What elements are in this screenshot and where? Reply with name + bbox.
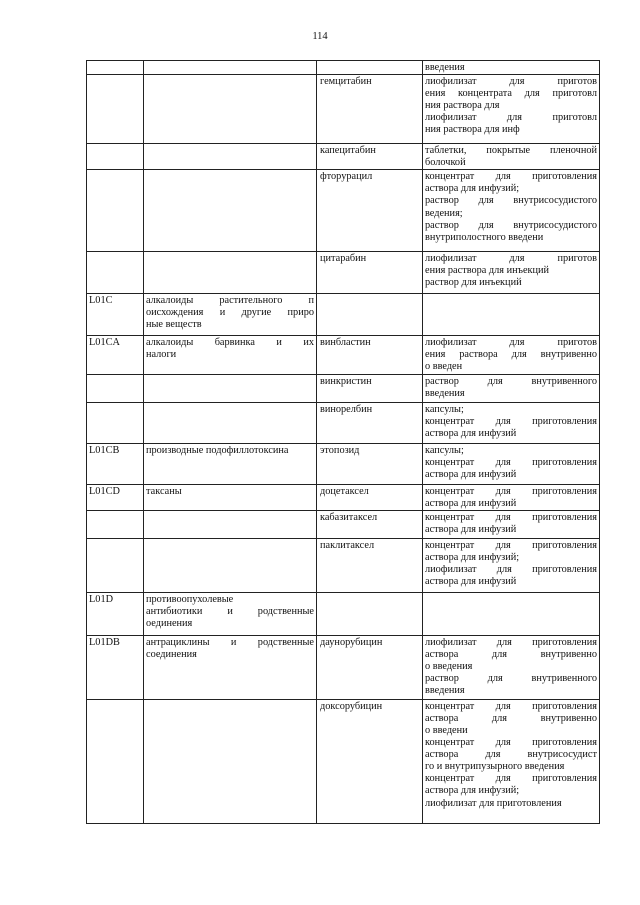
- drug-name-cell: доцетаксел: [317, 484, 423, 510]
- atc-code-cell: [87, 374, 144, 402]
- dosage-forms-cell: [423, 635, 600, 699]
- dosage-form-line: лиофилизат для приготовления: [425, 636, 597, 648]
- pharmacological-group-cell: [144, 336, 317, 374]
- table-row: [87, 144, 600, 170]
- group-line: антрациклины и родственные: [146, 636, 314, 648]
- dosage-form-line: капсулы;: [425, 403, 464, 415]
- table-row: [87, 592, 600, 635]
- dosage-form-line: ния раствора для инф: [425, 124, 520, 136]
- page-number: 114: [312, 31, 328, 42]
- table-row: [87, 538, 600, 592]
- dosage-form-line: концентрат для приготовления: [425, 700, 597, 712]
- dosage-form-line: ения раствора для внутривенно: [425, 349, 597, 361]
- pharmacological-group-cell: [144, 294, 317, 336]
- pharmacological-group-cell: [144, 252, 317, 294]
- table-row: [87, 374, 600, 402]
- pharmacological-group-cell: [144, 402, 317, 443]
- group-line: алкалоиды барвинка и их: [146, 337, 314, 349]
- dosage-form-line: концентрат для приготовления: [425, 773, 597, 785]
- atc-code-cell: [87, 75, 144, 144]
- dosage-forms-cell: [423, 402, 600, 443]
- dosage-form-line: лиофилизат для приготов: [425, 337, 597, 349]
- dosage-form-line: лиофилизат для приготов: [425, 253, 597, 265]
- drug-name-cell: [317, 61, 423, 75]
- table-row: [87, 484, 600, 510]
- dosage-form-line: концентрат для приготовления: [425, 171, 597, 183]
- dosage-form-line: го и внутрипузырного введения: [425, 761, 565, 773]
- dosage-form-line: лиофилизат для приготов: [425, 76, 597, 88]
- dosage-form-line: раствор для внутривенного: [425, 673, 597, 685]
- atc-code-cell: [87, 510, 144, 538]
- dosage-form-line: введения: [425, 387, 465, 399]
- table-row: [87, 336, 600, 374]
- atc-code-cell: [87, 699, 144, 823]
- drug-name-cell: фторурацил: [317, 170, 423, 252]
- dosage-form-line: введения: [425, 685, 465, 697]
- atc-code-cell: L01CB: [87, 443, 144, 484]
- atc-code-cell: L01C: [87, 294, 144, 336]
- dosage-forms-cell: [423, 294, 600, 336]
- pharmacological-group-cell: [144, 144, 317, 170]
- dosage-form-line: аствора для внутрисосудист: [425, 749, 597, 761]
- dosage-form-line: аствора для инфузий: [425, 576, 517, 588]
- pharmacological-group-cell: [144, 170, 317, 252]
- group-line: налоги: [146, 349, 177, 361]
- dosage-form-line: аствора для инфузий;: [425, 183, 520, 195]
- pharmacological-group-cell: [144, 538, 317, 592]
- drug-name-cell: кабазитаксел: [317, 510, 423, 538]
- pharmacological-group-cell: производные подофиллотоксина: [144, 443, 317, 484]
- pharmacological-group-cell: [144, 374, 317, 402]
- drug-name-cell: капецитабин: [317, 144, 423, 170]
- table-row: [87, 170, 600, 252]
- table-row: [87, 294, 600, 336]
- pharmacological-group-cell: [144, 592, 317, 635]
- table-row: [87, 402, 600, 443]
- dosage-form-line: ведения;: [425, 207, 463, 219]
- dosage-forms-cell: [423, 336, 600, 374]
- dosage-form-line: внутриполостного введени: [425, 231, 544, 243]
- dosage-form-line: концентрат для приготовления: [425, 511, 597, 523]
- dosage-form-line: капсулы;: [425, 444, 464, 456]
- dosage-form-line: о введен: [425, 361, 463, 373]
- group-line: противоопухолевые: [146, 593, 234, 605]
- dosage-form-line: лиофилизат для приготовл: [425, 112, 597, 124]
- pharmacological-group-cell: [144, 75, 317, 144]
- dosage-forms-cell: [423, 484, 600, 510]
- group-line: антибиотики и родственные: [146, 605, 314, 617]
- drug-name-cell: этопозид: [317, 443, 423, 484]
- group-line: алкалоиды растительного п: [146, 295, 314, 307]
- drug-name-cell: винкристин: [317, 374, 423, 402]
- dosage-form-line: раствор для инъекций: [425, 277, 522, 289]
- atc-code-cell: L01D: [87, 592, 144, 635]
- table-row: [87, 443, 600, 484]
- drug-name-cell: доксорубицин: [317, 699, 423, 823]
- dosage-form-line: таблетки, покрытые пленочной: [425, 145, 597, 157]
- dosage-forms-cell: [423, 699, 600, 823]
- atc-code-cell: [87, 170, 144, 252]
- table-row: [87, 252, 600, 294]
- drug-table: [86, 60, 600, 824]
- dosage-form-line: болочкой: [425, 157, 466, 169]
- dosage-form-line: аствора для внутривенно: [425, 712, 597, 724]
- dosage-forms-cell: [423, 252, 600, 294]
- atc-code-cell: [87, 538, 144, 592]
- dosage-forms-cell: [423, 510, 600, 538]
- group-line: ные веществ: [146, 319, 202, 331]
- dosage-forms-cell: [423, 61, 600, 75]
- pharmacological-group-cell: [144, 61, 317, 75]
- atc-code-cell: L01CA: [87, 336, 144, 374]
- dosage-form-line: концентрат для приготовления: [425, 456, 597, 468]
- dosage-form-line: о введени: [425, 724, 468, 736]
- table-row: [87, 510, 600, 538]
- drug-name-cell: винбластин: [317, 336, 423, 374]
- drug-name-cell: [317, 592, 423, 635]
- dosage-form-line: концентрат для приготовления: [425, 415, 597, 427]
- dosage-forms-cell: [423, 144, 600, 170]
- dosage-form-line: концентрат для приготовления: [425, 485, 597, 497]
- atc-code-cell: [87, 61, 144, 75]
- atc-code-cell: L01DB: [87, 635, 144, 699]
- drug-name-cell: гемцитабин: [317, 75, 423, 144]
- dosage-form-line: аствора для внутривенно: [425, 648, 597, 660]
- group-line: оисхождения и другие приро: [146, 307, 314, 319]
- pharmacological-group-cell: таксаны: [144, 484, 317, 510]
- dosage-forms-cell: [423, 75, 600, 144]
- table-row: [87, 61, 600, 75]
- drug-name-cell: винорелбин: [317, 402, 423, 443]
- dosage-form-line: аствора для инфузий: [425, 427, 517, 439]
- atc-code-cell: [87, 144, 144, 170]
- dosage-forms-cell: [423, 443, 600, 484]
- drug-name-cell: даунорубицин: [317, 635, 423, 699]
- pharmacological-group-cell: [144, 510, 317, 538]
- table-row: [87, 75, 600, 144]
- atc-code-cell: L01CD: [87, 484, 144, 510]
- dosage-form-line: ения концентрата для приготовл: [425, 88, 597, 100]
- dosage-form-line: концентрат для приготовления: [425, 737, 597, 749]
- dosage-form-line: введения: [425, 62, 465, 73]
- atc-code-cell: [87, 252, 144, 294]
- dosage-form-line: аствора для инфузий;: [425, 785, 520, 797]
- dosage-form-line: аствора для инфузий;: [425, 551, 520, 563]
- table-row: [87, 635, 600, 699]
- table-row: [87, 699, 600, 823]
- dosage-form-line: раствор для внутрисосудистого: [425, 219, 597, 231]
- dosage-form-line: ения раствора для инъекций: [425, 265, 550, 277]
- dosage-forms-cell: [423, 374, 600, 402]
- dosage-form-line: концентрат для приготовления: [425, 539, 597, 551]
- drug-table-body: [87, 61, 600, 824]
- dosage-form-line: аствора для инфузий: [425, 523, 517, 535]
- drug-name-cell: паклитаксел: [317, 538, 423, 592]
- atc-code-cell: [87, 402, 144, 443]
- pharmacological-group-cell: [144, 635, 317, 699]
- dosage-form-line: раствор для внутрисосудистого: [425, 195, 597, 207]
- dosage-form-line: о введения: [425, 660, 473, 672]
- dosage-form-line: аствора для инфузий: [425, 468, 517, 480]
- drug-name-cell: цитарабин: [317, 252, 423, 294]
- dosage-form-line: лиофилизат для приготовления: [425, 797, 562, 809]
- dosage-forms-cell: [423, 592, 600, 635]
- dosage-form-line: ния раствора для: [425, 100, 500, 112]
- drug-name-cell: [317, 294, 423, 336]
- dosage-form-line: раствор для внутривенного: [425, 375, 597, 387]
- dosage-forms-cell: [423, 170, 600, 252]
- dosage-form-line: аствора для инфузий: [425, 497, 517, 509]
- group-line: оединения: [146, 617, 193, 629]
- group-line: соединения: [146, 648, 197, 660]
- dosage-form-line: лиофилизат для приготовления: [425, 563, 597, 575]
- dosage-forms-cell: [423, 538, 600, 592]
- pharmacological-group-cell: [144, 699, 317, 823]
